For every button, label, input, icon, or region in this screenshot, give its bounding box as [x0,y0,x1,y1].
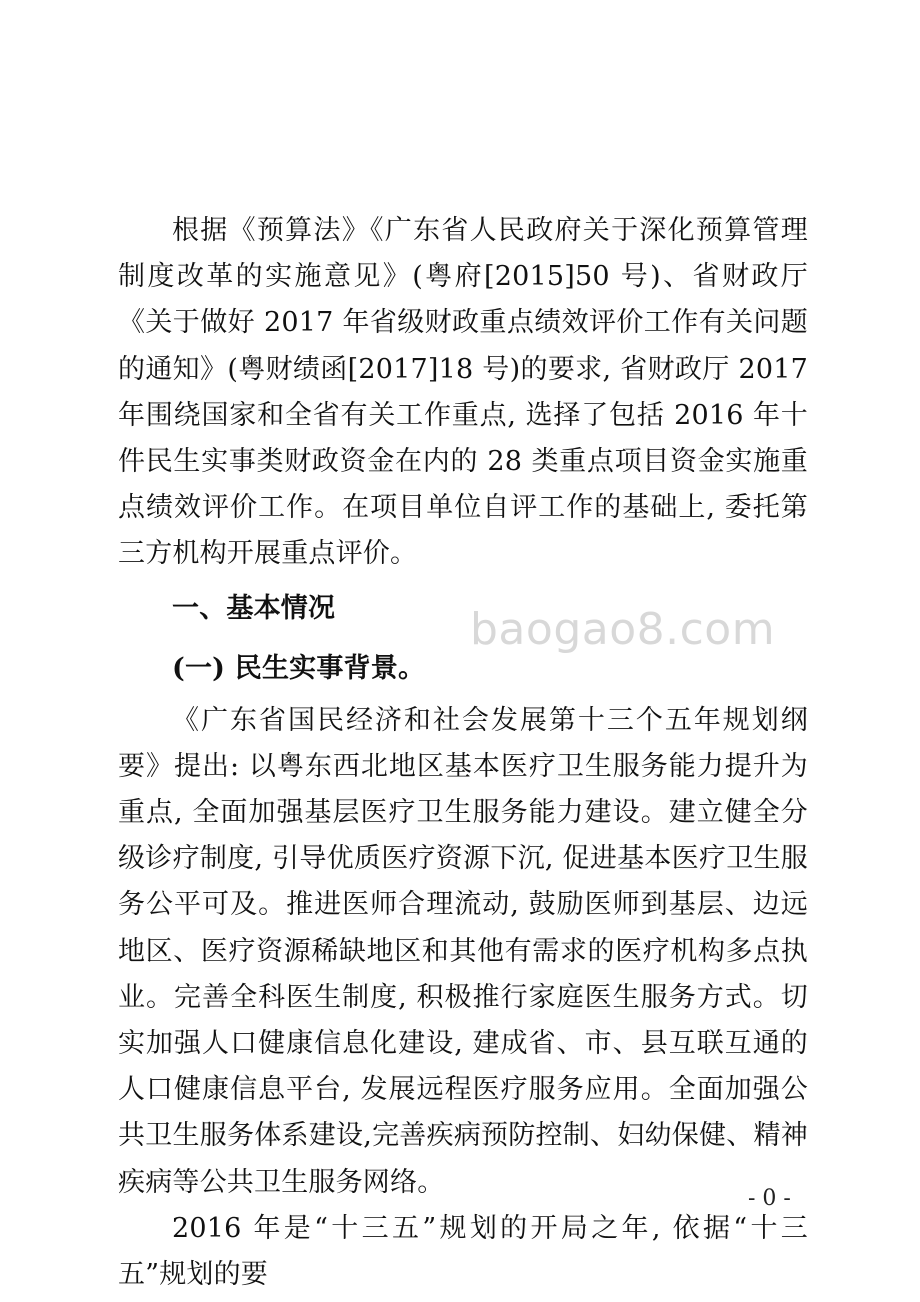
subsection-heading: (一) 民生实事背景。 [172,652,426,684]
document-body [118,208,808,1298]
watermark: baogao8.com [470,604,776,655]
section-heading: 一、基本情况 [172,592,336,624]
continuation-paragraph: 2016 年是“十三五”规划的开局之年, 依据“十三五”规划的要 [118,1212,808,1291]
background-paragraph: 《广东省国民经济和社会发展第十三个五年规划纲要》提出: 以粤东西北地区基本医疗卫生服务能力提升为重点, 全面加强基层医疗卫生服务能力建设。建立健全分级诊疗制度, 引导优质医疗资源下沉, 促进基本医疗卫生服务公平可及。推进医师合理流动, 鼓励医师到基层、边远地区、医疗资源稀缺地区和其他有需求的医疗机构多点执业。完善全科医生制度, 积极推行家庭医生服务方式。切实加强人口健康信息化建设, 建成省、市、县互联互通的人口健康信息平台, 发展远程医疗服务应用。全面加强公共卫生服务体系建设,完善疾病预防控制、妇幼保健、精神疾病等公共卫生服务网络。 [118,704,808,1198]
intro-paragraph: 根据《预算法》《广东省人民政府关于深化预算管理制度改革的实施意见》(粤府[2015]50 号)、省财政厅《关于做好 2017 年省级财政重点绩效评价工作有关问题的通知》(粤财绩函[2017]18 号)的要求, 省财政厅 2017 年围绕国家和全省有关工作重点, 选择了包括 2016 年十件民生实事类财政资金在内的 28 类重点项目资金实施重点绩效评价工作。在项目单位自评工作的基础上, 委托第三方机构开展重点评价。 [118,215,808,570]
page-number: - 0 - [748,1186,791,1211]
